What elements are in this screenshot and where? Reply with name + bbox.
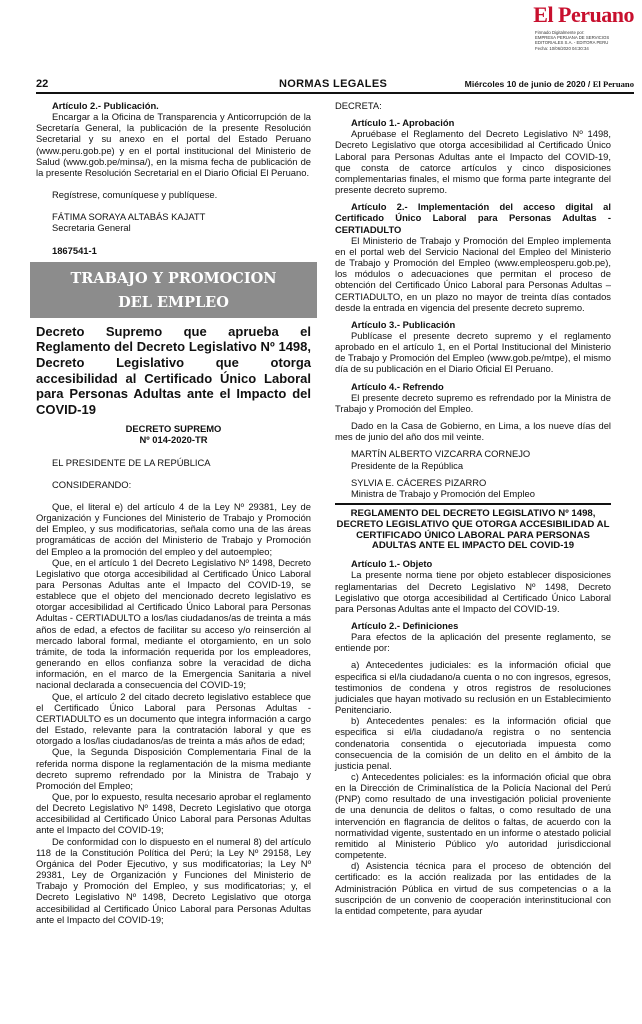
article-text: El presente decreto supremo es refrendado por la Ministra de Trabajo y Promoción del Empleo.	[335, 391, 611, 414]
signer-role: Secretaria General	[52, 222, 131, 234]
article-text: La presente norma tiene por objeto establecer disposiciones reglamentarias del Decreto Legislativo Nº 1498, Decreto Legislativo que otorga accesibilidad al Certificado Único Laboral para Personas Adultas ante el Impacto del COVID-19.	[335, 569, 611, 614]
decree-label: DECRETO SUPREMO	[125, 423, 222, 435]
signer-role: Presidente de la República	[351, 459, 464, 471]
definition-item: c) Antecedentes policiales: es la información oficial que obra en la Dirección de Criminalística de la Policía Nacional del Perú (PNP) como resultado de una investigación policial proveniente de una denuncia de delitos o faltas, o como resultado de una intervención en flagrancia de delitos o faltas, de acuerdo con la normatividad vigente, sustentado en un informe o atestado policial remitido al Ministerio Público y/o autoridad jurisdiccional competente.	[335, 771, 611, 861]
article-title: Artículo 1.- Objeto	[351, 558, 433, 570]
article-text: Publícase el presente decreto supremo y el reglamento aprobado en el artículo 1, en el Portal Institucional del Ministerio de Trabajo y Promoción del Empleo (www.gob.pe/mtpe), el mismo día de su publicación en el Diario Oficial El Peruano.	[335, 329, 611, 375]
signer-name: SYLVIA E. CÁCERES PIZARRO	[351, 476, 487, 488]
paragraph: De conformidad con lo dispuesto en el numeral 8) del artículo 118 de la Constitución Política del Perú; la Ley Nº 29158, Ley Orgánica del Poder Ejecutivo, y sus modificatorias; la Ley Nº 29381, Ley de Organización y Funciones del Ministerio de Trabajo y Promoción del Empleo, y sus modificatorias; y, el Decreto Legislativo Nº 1498, Decreto Legislativo que otorga accesibilidad al Certificado Único Laboral para Personas Adultas ante el Impacto del COVID-19;	[36, 835, 311, 925]
header-date: Miércoles 10 de junio de 2020 /	[464, 79, 591, 89]
considerando-heading: CONSIDERANDO:	[52, 478, 132, 490]
president-line: EL PRESIDENTE DE LA REPÚBLICA	[52, 456, 211, 468]
article-text: Encargar a la Oficina de Transparencia y Anticorrupción de la Secretaría General, la publicación de la presente Resolución Secretarial y su anexo en el portal del Estado Peruano (www.peru.gob.pe) y en el portal institucional del Ministerio de Salud (www.gob.pe/minsa/), en la misma fecha de publicación de la presente Resolución Secretarial en el Diario Oficial El Peruano.	[36, 111, 311, 178]
section-band	[30, 262, 317, 318]
logo-text: El Peruano	[533, 2, 634, 27]
right-column	[335, 100, 611, 916]
decree-title: Decreto Supremo que aprueba el Reglamento del Decreto Legislativo Nº 1498, Decreto Legislativo que otorga accesibilidad al Certificado Único Laboral para Personas Adultas ante el Impacto del COVID-19	[36, 323, 311, 417]
header-date-line	[465, 79, 634, 89]
page-header	[36, 78, 634, 94]
regulation-title: REGLAMENTO DEL DECRETO LEGISLATIVO Nº 1498, DECRETO LEGISLATIVO QUE OTORGA ACCESIBILIDAD AL CERTIFICADO ÚNICO LABORAL PARA PERSONAS ADULTAS ANTE EL IMPACTO DEL COVID-19	[336, 508, 610, 552]
paragraph: Que, en el artículo 1 del Decreto Legislativo Nº 1498, Decreto Legislativo que otorga accesibilidad al Certificado Único Laboral para Personas Adultas ante el Impacto del COVID-19, se establece que el objeto del mencionado decreto legislativo es otorgar accesibilidad al Certificado Único Laboral para Personas Adultas - CERTIADULTO a los/las ciudadanos/as de treinta a más años de edad, a efectos de facilitar su acceso y/o reinserción al mercado laboral formal, mediante el otorgamiento, en un solo trámite, de toda la información requerida por los empleadores, generando en ellos confianza sobre la veracidad de dicha información, en el marco de la Emergencia Sanitaria a nivel nacional declarada a consecuencia del COVID-19;	[36, 556, 311, 691]
article-title: Artículo 1.- Aprobación	[351, 117, 455, 129]
signature-line: EDITORIALES S.A. - EDITORA PERU	[535, 40, 609, 46]
signer-name: FÁTIMA SORAYA ALTABÁS KAJATT	[52, 211, 206, 223]
definition-item: b) Antecedentes penales: es la información oficial que especifica si el/la ciudadano/a registra o no sentencia condenatoria consentida o ejecutoriada impuesta como consecuencia de la comisión de un delito en el ámbito de la justicia penal.	[335, 715, 611, 771]
given-at: Dado en la Casa de Gobierno, en Lima, a los nueve días del mes de junio del año dos mil veinte.	[335, 420, 611, 443]
band-line: DEL EMPLEO	[118, 293, 229, 311]
paragraph: Que, por lo expuesto, resulta necesario aprobar el reglamento del Decreto Legislativo Nº 1498, Decreto Legislativo que otorga accesibilidad al Certificado Único Laboral para Personas Adultas ante el Impacto del COVID-19;	[36, 790, 311, 836]
article-title: Artículo 2.- Implementación del acceso digital al Certificado Único Laboral para Personas Adultas - CERTIADULTO	[335, 201, 611, 235]
article-text: El Ministerio de Trabajo y Promoción del Empleo implementa en el portal web del Servicio Nacional del Empleo del Ministerio de Trabajo y Promoción del Empleo (www.empleosperu.gob.pe), los módulos o adecuaciones que permitan el proceso de obtención del Certificado Único Laboral para Personas Adultas – CERTIADULTO, en un plazo no mayor de treinta días contados desde la entrada en vigencia del presente decreto supremo.	[335, 234, 611, 313]
left-column	[36, 100, 311, 925]
signer-role: Ministra de Trabajo y Promoción del Empleo	[351, 487, 535, 499]
definition-item: a) Antecedentes judiciales: es la información oficial que especifica si el/la ciudadano/a cuenta o no con ingresos, egresos, testimonios de condena y otros registros de resoluciones judiciales que hayan motivado su reclusión en un Establecimiento Penitenciario.	[335, 659, 611, 716]
signature-line: Fecha: 10/06/2020 04:30:34	[535, 45, 589, 51]
newspaper-logo	[533, 4, 634, 26]
divider	[335, 503, 611, 505]
digital-signature	[535, 30, 639, 51]
publication-code: 1867541-1	[52, 244, 97, 256]
section-title: NORMAS LEGALES	[279, 78, 388, 90]
paragraph: Que, el artículo 2 del citado decreto legislativo establece que el Certificado Único Laboral para Personas Adultas - CERTIADULTO es un documento que integra información a cargo del Estado, relevante para la contratación laboral y que es otorgado a los/las ciudadanos/as de treinta a más años de edad;	[36, 690, 311, 747]
signature-line: EMPRESA PERUANA DE SERVICIOS	[535, 35, 610, 41]
article-title: Artículo 3.- Publicación	[351, 318, 456, 330]
page-number: 22	[36, 78, 49, 90]
band-line: TRABAJO Y PROMOCION	[70, 269, 277, 287]
signer-name: MARTÍN ALBERTO VIZCARRA CORNEJO	[351, 448, 531, 460]
closing-formula: Regístrese, comuníquese y publíquese.	[52, 189, 218, 201]
article-text: Para efectos de la aplicación del presente reglamento, se entiende por:	[335, 631, 611, 654]
decreta-heading: DECRETA:	[335, 100, 382, 111]
signature-line: Firmado Digitalmente por:	[535, 30, 585, 35]
article-title: Artículo 4.- Refrendo	[351, 380, 444, 392]
definition-item: d) Asistencia técnica para el proceso de obtención del certificado: es la acción realizada por las entidades de la Administración Pública en virtud de sus competencias o a la suscripción de un convenio de cooperación interinstitucional con la entidad competente, para ayudar	[335, 860, 611, 916]
paragraph: Que, la Segunda Disposición Complementaria Final de la referida norma dispone la reglamentación de la misma mediante decreto supremo refrendado por la Ministra de Trabajo y Promoción del Empleo;	[36, 746, 311, 791]
article-text: Apruébase el Reglamento del Decreto Legislativo Nº 1498, Decreto Legislativo que otorga accesibilidad al Certificado Único Laboral para Personas Adultas ante el Impacto del COVID-19, que consta de catorce artículos y cinco disposiciones complementarias finales, el mismo que forma parte integrante del presente decreto supremo.	[335, 128, 611, 196]
article-title: Artículo 2.- Publicación.	[52, 100, 159, 111]
decree-number: Nº 014-2020-TR	[139, 434, 208, 446]
header-brand: El Peruano	[592, 79, 634, 89]
article-title: Artículo 2.- Definiciones	[351, 619, 459, 631]
paragraph: Que, el literal e) del artículo 4 de la Ley Nº 29381, Ley de Organización y Funciones del Ministerio de Trabajo y Promoción del Empleo, y sus modificatorias, señala como una de las áreas programáticas de acción del Ministerio de Trabajo y Promoción del Empleo a la promoción del empleo y del autoempleo;	[36, 500, 311, 557]
